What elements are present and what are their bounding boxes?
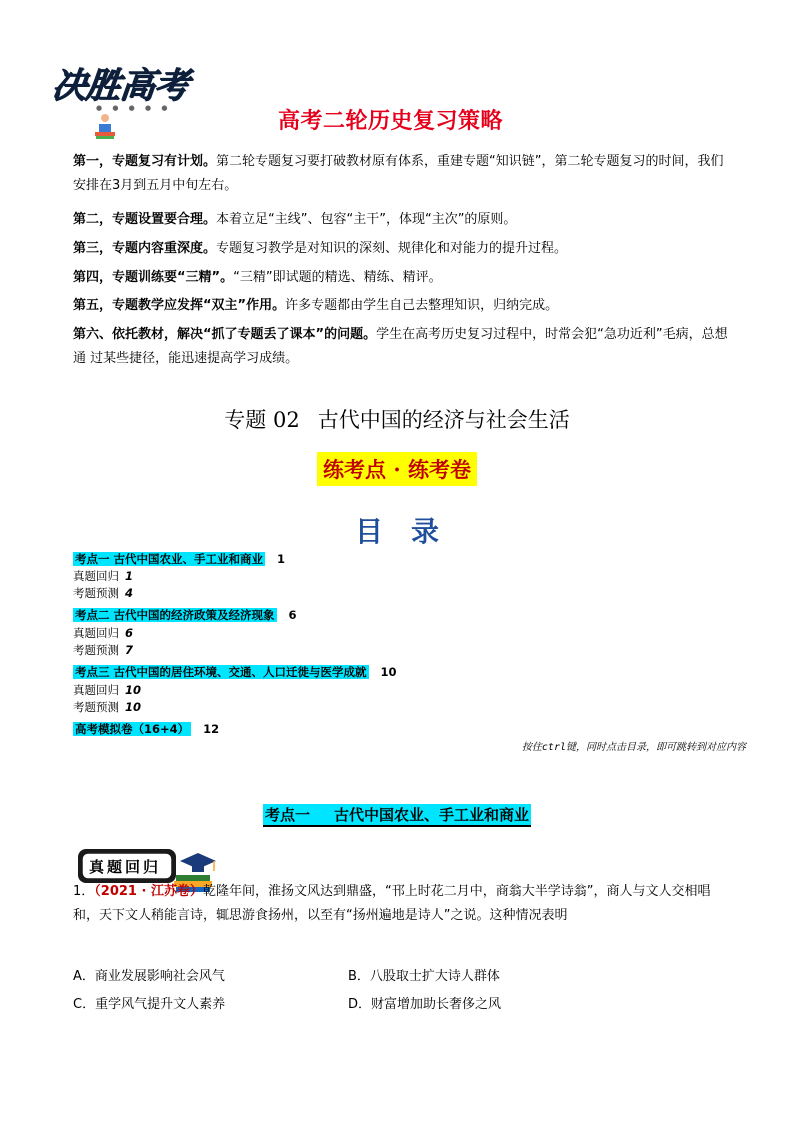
question-stem: 乾隆年间，淮扬文风达到鼎盛，“邗上时花二月中，商翁大半学诗翁”，商人与文人交相唱和，天下文人稍能言诗，辄思游食扬州，以至有“扬州遍地是诗人”之说。这种情况表明 xyxy=(73,884,711,923)
toc-subitem-label[interactable]: 真题回归 xyxy=(73,626,119,640)
option-c[interactable]: C．重学风气提升文人素养 xyxy=(73,997,226,1012)
option-d[interactable]: D．财富增加助长奢侈之风 xyxy=(348,997,502,1012)
strategy-item-1 xyxy=(73,150,733,198)
toc-item-page: 1 xyxy=(277,552,286,566)
strategy-body: 本着立足“主线”、包容“主干”，体现“主次”的原则。 xyxy=(216,212,517,227)
toc-item-label[interactable]: 考点三 古代中国的居住环境、交通、人口迁徙与医学成就 xyxy=(75,665,367,679)
subtitle-wrap xyxy=(0,452,794,486)
option-a[interactable]: A．商业发展影响社会风气 xyxy=(73,969,225,984)
option-b[interactable]: B．八股取士扩大诗人群体 xyxy=(348,969,500,984)
toc-item-page: 10 xyxy=(380,665,397,679)
toc-subitem[interactable] xyxy=(73,643,133,658)
strategy-body: 学生在高考历史复习过程中，时常会犯“急功近利”毛病，总想通 过某些捷径，能迅速提高学习成绩。 xyxy=(73,327,728,366)
strategy-lead: 第一，专题复习有计划。 xyxy=(73,154,217,169)
toc-subitem-page: 4 xyxy=(125,586,134,600)
question-number: 1． xyxy=(73,884,95,899)
toc-subitem-label[interactable]: 考题预测 xyxy=(73,643,119,657)
toc-subitem[interactable] xyxy=(73,569,133,584)
toc-item-3[interactable] xyxy=(73,665,397,680)
toc-subitem-page: 7 xyxy=(125,643,134,657)
logo-text: 决胜高考 xyxy=(49,66,190,106)
section-heading-wrap xyxy=(0,804,794,827)
strategy-item-6 xyxy=(73,323,733,371)
chapter-number: 专题 02 xyxy=(224,408,300,432)
toc-item-2[interactable] xyxy=(73,608,297,623)
strategy-body: “三精”即试题的精选、精练、精评。 xyxy=(233,270,442,285)
strategy-item-3 xyxy=(73,237,733,261)
strategy-lead: 第五，专题教学应发挥“双主”作用。 xyxy=(73,298,286,313)
toc-item-page: 6 xyxy=(288,608,297,622)
toc-subitem-page: 6 xyxy=(125,626,134,640)
toc-item-label[interactable]: 考点二 古代中国的经济政策及经济现象 xyxy=(75,608,275,622)
toc-subitem[interactable] xyxy=(73,586,133,601)
strategy-item-4 xyxy=(73,266,733,290)
section-number: 考点一 xyxy=(264,806,310,824)
strategy-body: 许多专题都由学生自己去整理知识，归纳完成。 xyxy=(285,298,559,313)
toc-item-label[interactable]: 高考模拟卷（16+4） xyxy=(75,722,190,736)
section-name: 古代中国农业、手工业和商业 xyxy=(334,806,530,824)
toc-item-4[interactable] xyxy=(73,722,219,737)
toc-item-1[interactable] xyxy=(73,552,285,567)
toc-subitem-label[interactable]: 真题回归 xyxy=(73,569,119,583)
strategy-lead: 第三，专题内容重深度。 xyxy=(73,241,217,256)
toc-subitem-label[interactable]: 真题回归 xyxy=(73,683,119,697)
banner-title: 高考二轮历史复习策略 xyxy=(278,109,504,134)
toc-heading: 目录 xyxy=(354,515,467,548)
badge-label: 真题回归 xyxy=(89,858,162,876)
question-1 xyxy=(73,880,733,928)
toc-subitem-page: 10 xyxy=(125,683,142,697)
toc-subitem[interactable] xyxy=(73,700,141,715)
strategy-lead: 第六、依托教材，解决“抓了专题丢了课本”的问题。 xyxy=(73,327,377,342)
brand-logo xyxy=(49,54,192,144)
chapter-title xyxy=(0,404,794,434)
strategy-body: 第二轮专题复习要打破教材原有体系，重建专题“知识链”，第二轮专题复习的时间，我们安排在3月到五月中旬左右。 xyxy=(73,154,724,193)
toc-item-label[interactable]: 考点一 古代中国农业、手工业和商业 xyxy=(75,552,264,566)
strategy-item-2 xyxy=(73,208,733,232)
toc-subitem[interactable] xyxy=(73,683,141,698)
strategy-lead: 第四，专题训练要“三精”。 xyxy=(73,270,234,285)
toc-subitem-label[interactable]: 考题预测 xyxy=(73,700,119,714)
section-heading xyxy=(263,804,531,827)
strategy-lead: 第二，专题设置要合理。 xyxy=(73,212,217,227)
question-source: （2021 · 江苏卷） xyxy=(94,884,203,899)
student-reading-icon xyxy=(92,112,118,142)
chapter-name: 古代中国的经济与社会生活 xyxy=(317,408,570,432)
logo-dots: ● ● ● ● ● xyxy=(96,104,172,112)
subtitle: 练考点 · 练考卷 xyxy=(317,452,477,486)
strategy-body: 专题复习教学是对知识的深刻、规律化和对能力的提升过程。 xyxy=(216,241,568,256)
toc-subitem-label[interactable]: 考题预测 xyxy=(73,586,119,600)
toc-subitem-page: 10 xyxy=(125,700,142,714)
ctrl-click-hint: 按住ctrl键，同时点击目录，即可跳转到对应内容 xyxy=(521,742,746,753)
toc-subitem-page: 1 xyxy=(125,569,134,583)
strategy-item-5 xyxy=(73,294,733,318)
toc-subitem[interactable] xyxy=(73,626,133,641)
toc-item-page: 12 xyxy=(203,722,220,736)
